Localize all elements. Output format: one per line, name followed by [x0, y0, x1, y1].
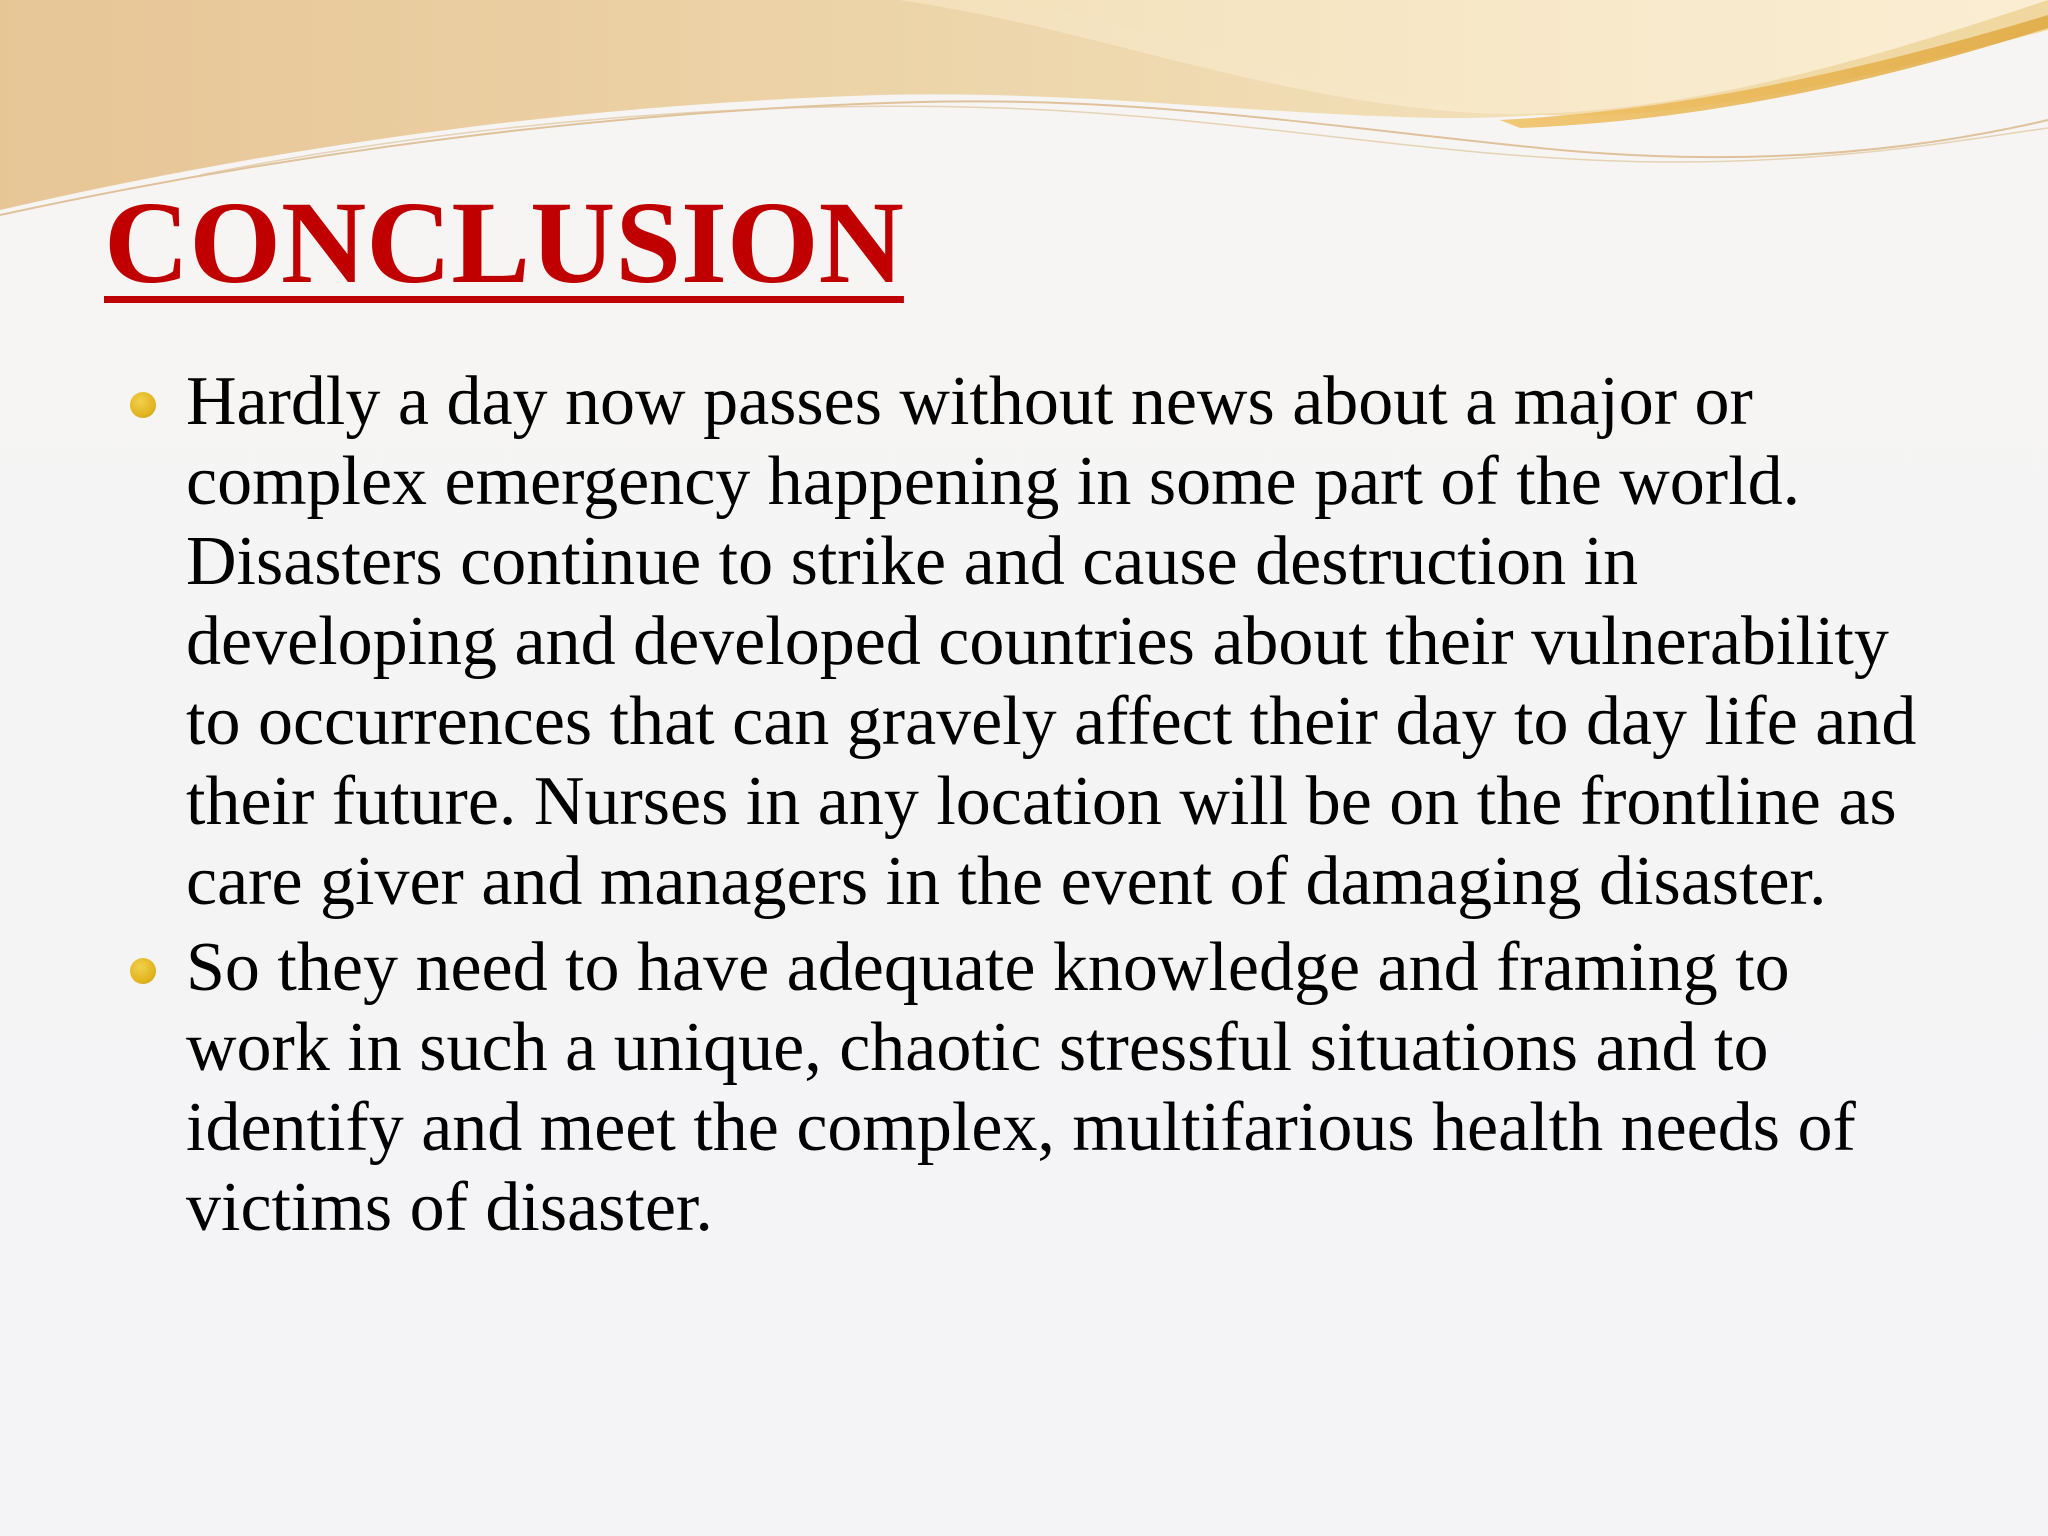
- bullet-item: [120, 928, 1940, 1248]
- bullet-list: [120, 362, 1940, 1254]
- bullet-dot-icon: [130, 392, 156, 418]
- bullet-text: Hardly a day now passes without news about a major or complex emergency happening in some part of the world. Disasters continue to strike and cause destruction in developing and developed countries about their vulnerability to occurrences that can gravely affect their day to day life and their future. Nurses in any location will be on the frontline as care giver and managers in the event of damaging disaster.: [186, 363, 1917, 920]
- bullet-text: So they need to have adequate knowledge and framing to work in such a unique, chaotic stressful situations and to identify and meet the complex, multifarious health needs of victims of disaster.: [186, 929, 1856, 1246]
- bullet-dot-icon: [130, 958, 156, 984]
- bullet-item: [120, 362, 1940, 922]
- slide-title: CONCLUSION: [104, 177, 904, 308]
